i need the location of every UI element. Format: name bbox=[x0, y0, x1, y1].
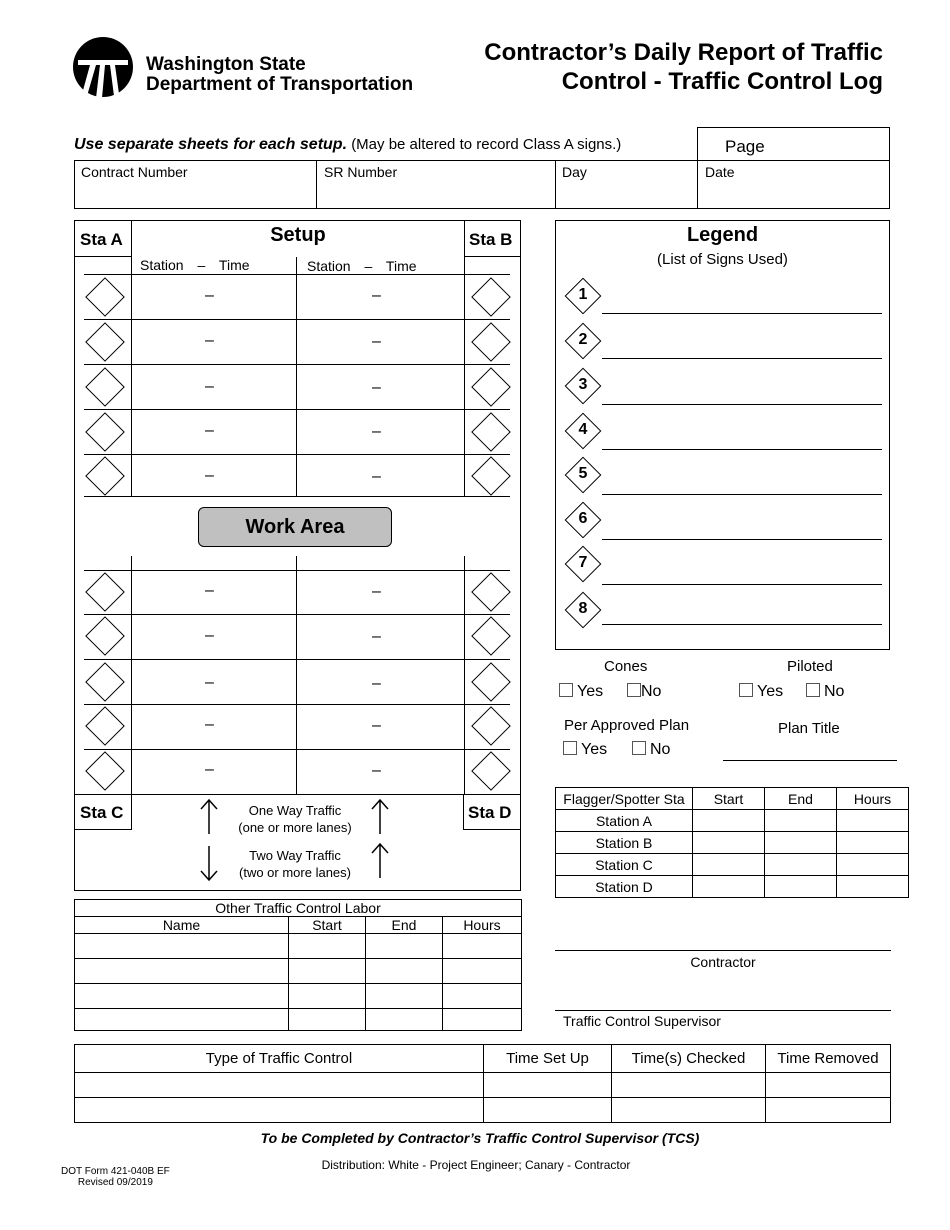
revised-text: Revised 09/2019 bbox=[77, 1177, 153, 1188]
station-header-right bbox=[307, 258, 417, 274]
table-cell[interactable] bbox=[289, 1009, 366, 1031]
hours-header: Hours bbox=[443, 917, 522, 934]
contract-number-field[interactable] bbox=[75, 161, 315, 207]
sr-number-field[interactable] bbox=[318, 161, 554, 207]
table-cell[interactable] bbox=[289, 934, 366, 959]
piloted-yes-checkbox[interactable] bbox=[739, 683, 783, 701]
one-way-traffic-note bbox=[220, 802, 370, 836]
time-checked-header: Time(s) Checked bbox=[612, 1045, 766, 1073]
start-header: Start bbox=[289, 917, 366, 934]
legend-line-8[interactable] bbox=[602, 624, 882, 625]
hours-header: Hours bbox=[837, 788, 909, 810]
flagger-row-label: Station C bbox=[556, 854, 693, 876]
table-cell[interactable] bbox=[693, 832, 765, 854]
two-way-traffic-note bbox=[220, 847, 370, 881]
table-cell[interactable] bbox=[75, 934, 289, 959]
contractor-signature-line[interactable] bbox=[555, 950, 891, 951]
station-time-dash: – bbox=[372, 583, 381, 600]
station-time-dash: – bbox=[372, 423, 381, 440]
station-time-dash: – bbox=[205, 467, 214, 484]
no-label: No bbox=[824, 683, 845, 700]
instructions-bold: Use separate sheets for each setup. bbox=[74, 136, 348, 153]
table-cell[interactable] bbox=[765, 854, 837, 876]
station-time-dash: – bbox=[372, 468, 381, 485]
arrow-up-icon bbox=[199, 798, 219, 841]
legend-line-1[interactable] bbox=[602, 313, 882, 314]
type-header: Type of Traffic Control bbox=[75, 1045, 484, 1073]
station-header-left bbox=[140, 257, 250, 273]
plan-title-label: Plan Title bbox=[778, 720, 840, 737]
work-area-label bbox=[198, 507, 392, 547]
table-cell[interactable] bbox=[75, 984, 289, 1009]
two-way-line-2: (two or more lanes) bbox=[239, 865, 351, 880]
one-way-line-2: (one or more lanes) bbox=[238, 820, 352, 835]
station-time-dash: – bbox=[205, 378, 214, 395]
table-cell[interactable] bbox=[837, 832, 909, 854]
day-label: Day bbox=[562, 164, 587, 180]
legend-line-6[interactable] bbox=[602, 539, 882, 540]
two-way-line-1: Two Way Traffic bbox=[249, 848, 341, 863]
end-header: End bbox=[765, 788, 837, 810]
station-time-dash: – bbox=[205, 674, 214, 691]
legend-sign-7: 7 bbox=[570, 551, 596, 577]
header-dash: – bbox=[364, 258, 373, 274]
table-cell[interactable] bbox=[443, 984, 522, 1009]
cones-yes-checkbox[interactable] bbox=[559, 683, 603, 701]
arrow-down-icon bbox=[199, 844, 219, 887]
time-set-up-header: Time Set Up bbox=[484, 1045, 612, 1073]
table-cell[interactable] bbox=[765, 810, 837, 832]
sta-d-box bbox=[463, 794, 521, 830]
time-label: Time bbox=[218, 257, 250, 273]
sta-a-box bbox=[74, 220, 132, 257]
station-time-dash: – bbox=[372, 379, 381, 396]
header-dash: – bbox=[197, 257, 206, 273]
station-time-dash: – bbox=[205, 422, 214, 439]
station-time-dash: – bbox=[205, 332, 214, 349]
station-time-dash: – bbox=[205, 716, 214, 733]
station-time-dash: – bbox=[372, 333, 381, 350]
table-cell[interactable] bbox=[837, 876, 909, 898]
flagger-table bbox=[555, 787, 909, 898]
per-approved-plan-label: Per Approved Plan bbox=[564, 717, 690, 734]
table-cell[interactable] bbox=[366, 984, 443, 1009]
table-cell[interactable] bbox=[366, 934, 443, 959]
legend-sign-2: 2 bbox=[570, 328, 596, 354]
title-line-2: Control - Traffic Control Log bbox=[561, 68, 883, 95]
table-cell[interactable] bbox=[443, 934, 522, 959]
traffic-control-type-table bbox=[74, 1044, 891, 1123]
plan-title-field[interactable] bbox=[723, 760, 897, 761]
page-label: Page bbox=[725, 137, 765, 156]
legend-line-7[interactable] bbox=[602, 584, 882, 585]
time-label: Time bbox=[385, 258, 417, 274]
tcs-note: To be Completed by Contractor’s Traffic Control Supervisor (TCS) bbox=[260, 1130, 700, 1146]
legend-sign-8: 8 bbox=[570, 597, 596, 623]
table-cell[interactable] bbox=[765, 876, 837, 898]
legend-box bbox=[555, 220, 890, 650]
agency-name bbox=[146, 55, 413, 95]
sta-c-label: Sta C bbox=[80, 803, 124, 822]
table-cell[interactable] bbox=[443, 1009, 522, 1031]
flagger-row-label: Station B bbox=[556, 832, 693, 854]
sta-b-box bbox=[464, 220, 521, 257]
station-time-dash: – bbox=[372, 287, 381, 304]
legend-line-2[interactable] bbox=[602, 358, 882, 359]
legend-title: Legend bbox=[686, 224, 759, 246]
table-cell[interactable] bbox=[693, 810, 765, 832]
end-header: End bbox=[366, 917, 443, 934]
legend-sign-5: 5 bbox=[570, 462, 596, 488]
table-cell[interactable] bbox=[75, 1098, 484, 1123]
work-area-text: Work Area bbox=[245, 516, 345, 538]
distribution-note: Distribution: White - Project Engineer; Canary - Contractor bbox=[321, 1158, 631, 1172]
station-label: Station bbox=[140, 257, 184, 273]
flagger-header: Flagger/Spotter Sta bbox=[556, 788, 693, 810]
table-cell[interactable] bbox=[366, 959, 443, 984]
piloted-no-checkbox[interactable] bbox=[806, 683, 844, 701]
sr-number-label: SR Number bbox=[324, 164, 398, 180]
table-cell[interactable] bbox=[75, 959, 289, 984]
table-cell[interactable] bbox=[289, 959, 366, 984]
legend-sign-3: 3 bbox=[570, 373, 596, 399]
table-cell[interactable] bbox=[612, 1098, 766, 1123]
station-time-dash: – bbox=[372, 628, 381, 645]
instructions bbox=[74, 136, 621, 154]
legend-sign-6: 6 bbox=[570, 507, 596, 533]
legend-line-4[interactable] bbox=[602, 449, 882, 450]
no-label: No bbox=[650, 741, 671, 758]
station-time-dash: – bbox=[372, 717, 381, 734]
station-time-dash: – bbox=[205, 761, 214, 778]
cones-no-checkbox[interactable] bbox=[627, 683, 661, 701]
legend-subtitle: (List of Signs Used) bbox=[657, 251, 788, 268]
instructions-normal: (May be altered to record Class A signs.) bbox=[351, 136, 622, 153]
table-cell[interactable] bbox=[693, 854, 765, 876]
labor-table bbox=[74, 899, 522, 1031]
form-number-text: DOT Form 421-040B EF bbox=[61, 1166, 170, 1177]
station-time-dash: – bbox=[372, 762, 381, 779]
arrow-up-icon bbox=[370, 842, 390, 885]
plan-yes-checkbox[interactable] bbox=[563, 741, 607, 759]
piloted-label: Piloted bbox=[787, 658, 833, 675]
sta-a-label: Sta A bbox=[80, 230, 123, 249]
table-cell[interactable] bbox=[484, 1098, 612, 1123]
name-header: Name bbox=[75, 917, 289, 934]
contractor-label: Contractor bbox=[690, 954, 756, 970]
legend-sign-4: 4 bbox=[570, 418, 596, 444]
station-time-dash: – bbox=[205, 582, 214, 599]
supervisor-label: Traffic Control Supervisor bbox=[563, 1013, 721, 1029]
table-cell[interactable] bbox=[366, 1009, 443, 1031]
table-cell[interactable] bbox=[765, 832, 837, 854]
station-time-dash: – bbox=[372, 675, 381, 692]
arrow-up-icon bbox=[370, 798, 390, 841]
legend-sign-1: 1 bbox=[570, 283, 596, 309]
date-label: Date bbox=[705, 164, 735, 180]
form-title bbox=[484, 38, 883, 96]
station-label: Station bbox=[307, 258, 351, 274]
table-cell[interactable] bbox=[766, 1098, 891, 1123]
sta-c-box bbox=[74, 794, 132, 830]
no-label: No bbox=[641, 683, 662, 700]
table-cell[interactable] bbox=[693, 876, 765, 898]
labor-title: Other Traffic Control Labor bbox=[75, 900, 522, 917]
table-cell[interactable] bbox=[612, 1073, 766, 1098]
table-cell[interactable] bbox=[443, 959, 522, 984]
time-removed-header: Time Removed bbox=[766, 1045, 891, 1073]
table-cell[interactable] bbox=[837, 810, 909, 832]
agency-line-1: Washington State bbox=[146, 54, 306, 75]
table-cell[interactable] bbox=[75, 1009, 289, 1031]
plan-no-checkbox[interactable] bbox=[632, 741, 670, 759]
station-time-dash: – bbox=[205, 287, 214, 304]
title-line-1: Contractor’s Daily Report of Traffic bbox=[484, 39, 883, 66]
wsdot-logo-icon bbox=[72, 36, 134, 98]
yes-label: Yes bbox=[581, 741, 608, 758]
contract-number-label: Contract Number bbox=[81, 164, 188, 180]
setup-title: Setup bbox=[270, 224, 326, 246]
table-cell[interactable] bbox=[75, 1073, 484, 1098]
table-cell[interactable] bbox=[837, 854, 909, 876]
setup-diagram bbox=[74, 220, 521, 891]
flagger-row-label: Station D bbox=[556, 876, 693, 898]
start-header: Start bbox=[693, 788, 765, 810]
legend-line-3[interactable] bbox=[602, 404, 882, 405]
station-time-dash: – bbox=[205, 627, 214, 644]
table-cell[interactable] bbox=[766, 1073, 891, 1098]
table-cell[interactable] bbox=[484, 1073, 612, 1098]
date-field[interactable] bbox=[699, 161, 889, 207]
yes-label: Yes bbox=[577, 683, 604, 700]
day-field[interactable] bbox=[557, 161, 696, 207]
yes-label: Yes bbox=[757, 683, 784, 700]
supervisor-signature-line[interactable] bbox=[555, 1010, 891, 1011]
page-field[interactable] bbox=[697, 127, 890, 161]
cones-label: Cones bbox=[604, 658, 648, 675]
flagger-row-label: Station A bbox=[556, 810, 693, 832]
one-way-line-1: One Way Traffic bbox=[248, 803, 342, 818]
sta-d-label: Sta D bbox=[468, 803, 512, 822]
sta-b-label: Sta B bbox=[469, 230, 513, 249]
agency-line-2: Department of Transportation bbox=[146, 74, 414, 95]
legend-line-5[interactable] bbox=[602, 494, 882, 495]
table-cell[interactable] bbox=[289, 984, 366, 1009]
form-number bbox=[61, 1166, 170, 1188]
